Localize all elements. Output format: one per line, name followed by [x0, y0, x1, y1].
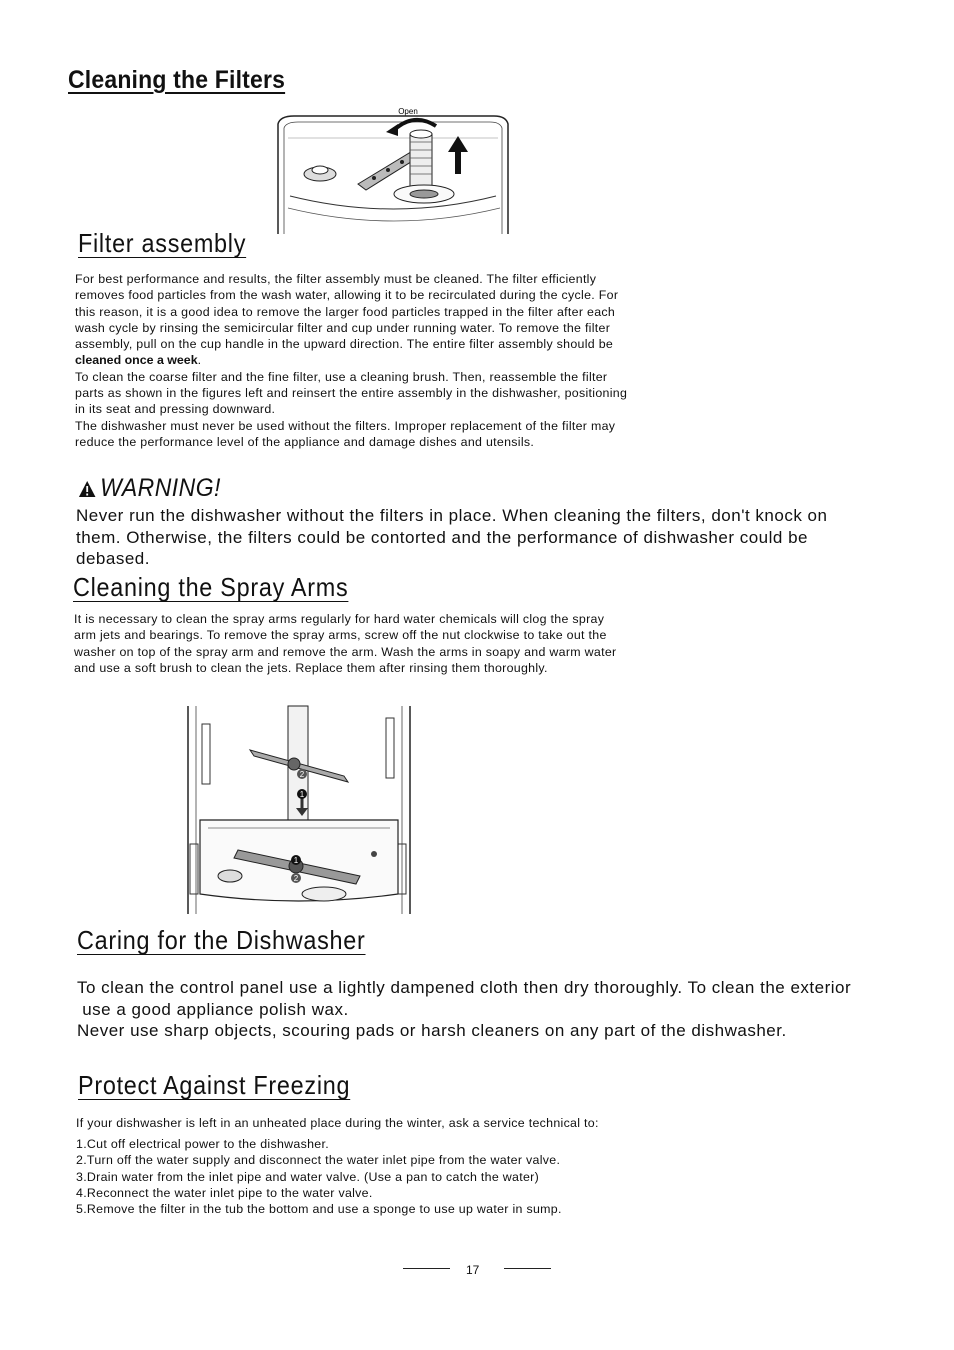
text-line: reduce the performance level of the appliance and damage dishes and utensils. [75, 434, 535, 449]
freezing-intro: If your dishwasher is left in an unheated place during the winter, ask a service technical to: [76, 1116, 599, 1130]
text-line: Never run the dishwasher without the filters in place. When cleaning the filters, don't knock on [76, 506, 828, 525]
text-line: arm jets and bearings. To remove the spray arms, screw off the nut clockwise to take out the [74, 628, 607, 643]
text-line: Never use sharp objects, scouring pads or harsh cleaners on any part of the dishwasher. [77, 1021, 787, 1040]
text-line: them. Otherwise, the filters could be contorted and the performance of dishwasher could be [76, 527, 808, 547]
list-item: 5.Remove the filter in the tub the bottom and use a sponge to use up water in sump. [76, 1202, 562, 1217]
text-line: wash cycle by rinsing the semicircular filter and cup under running water. To remove the filter [75, 320, 611, 335]
text-line: It is necessary to clean the spray arms regularly for hard water chemicals will clog the spray [74, 612, 605, 626]
caring-heading: Caring for the Dishwasher [77, 925, 366, 955]
spray-arms-heading: Cleaning the Spray Arms [73, 572, 349, 602]
list-item: 4.Reconnect the water inlet pipe to the water valve. [76, 1185, 373, 1200]
text-line: use a good appliance polish wax. [77, 999, 349, 1019]
list-item: 2.Turn off the water supply and disconnect the water inlet pipe from the water valve. [76, 1153, 561, 1168]
page-title: Cleaning the Filters [68, 66, 286, 94]
footer-rule-left [403, 1268, 450, 1269]
text-line: The dishwasher must never be used without the filters. Improper replacement of the filter may [75, 418, 616, 433]
filter-assembly-text [75, 271, 715, 450]
list-item: 1.Cut off electrical power to the dishwasher. [76, 1137, 329, 1151]
filter-assembly-heading: Filter assembly [78, 228, 247, 258]
freezing-heading: Protect Against Freezing [78, 1070, 351, 1100]
text-line: To clean the control panel use a lightly dampened cloth then dry thoroughly. To clean the exterior [77, 978, 852, 997]
step-label: 1 [299, 790, 305, 799]
text-line: this reason, it is a good idea to remove the larger food particles trapped in the filter after each [75, 304, 616, 319]
text-line: in its seat and pressing downward. [75, 402, 276, 417]
caring-text [77, 977, 917, 1042]
text-line: parts as shown in the figures left and reinsert the entire assembly in the dishwasher, positioning [75, 386, 628, 401]
warning-title [78, 474, 221, 503]
open-label: Open [398, 107, 418, 116]
spray-arms-text [74, 611, 714, 676]
footer-rule-right [504, 1268, 551, 1269]
text-line: and use a soft brush to clean the jets. Replace them after rinsing them thoroughly. [74, 660, 548, 675]
emphasis-end: . [197, 353, 202, 368]
text-line: To clean the coarse filter and the fine filter, use a cleaning brush. Then, reassemble the filter [75, 369, 608, 384]
text-line-emphasis [75, 352, 715, 368]
text-line: assembly, pull on the cup handle in the upward direction. The entire filter assembly should be [75, 337, 614, 352]
spray-arm-figure [184, 704, 414, 916]
text-line: washer on top of the spray arm and remove the arm. Wash the arms in soapy and warm water [74, 644, 617, 659]
text-line: removes food particles from the wash water, allowing it to be recirculated during the cycle. For [75, 288, 619, 303]
step-label: 1 [293, 856, 299, 865]
emphasis-text: cleaned once a week [75, 353, 198, 368]
filter-removal-figure [274, 104, 514, 236]
warning-triangle-icon [78, 480, 96, 498]
page-number: 17 [466, 1263, 480, 1277]
warning-text [76, 505, 896, 570]
list-item: 3.Drain water from the inlet pipe and water valve. (Use a pan to catch the water) [76, 1169, 540, 1184]
freezing-steps [76, 1136, 716, 1217]
warning-title-text: WARNING! [100, 474, 221, 502]
text-line: For best performance and results, the filter assembly must be cleaned. The filter efficiently [75, 272, 597, 286]
step-label: 2 [299, 770, 305, 779]
step-label: 2 [293, 874, 299, 883]
text-line: debased. [76, 549, 150, 568]
